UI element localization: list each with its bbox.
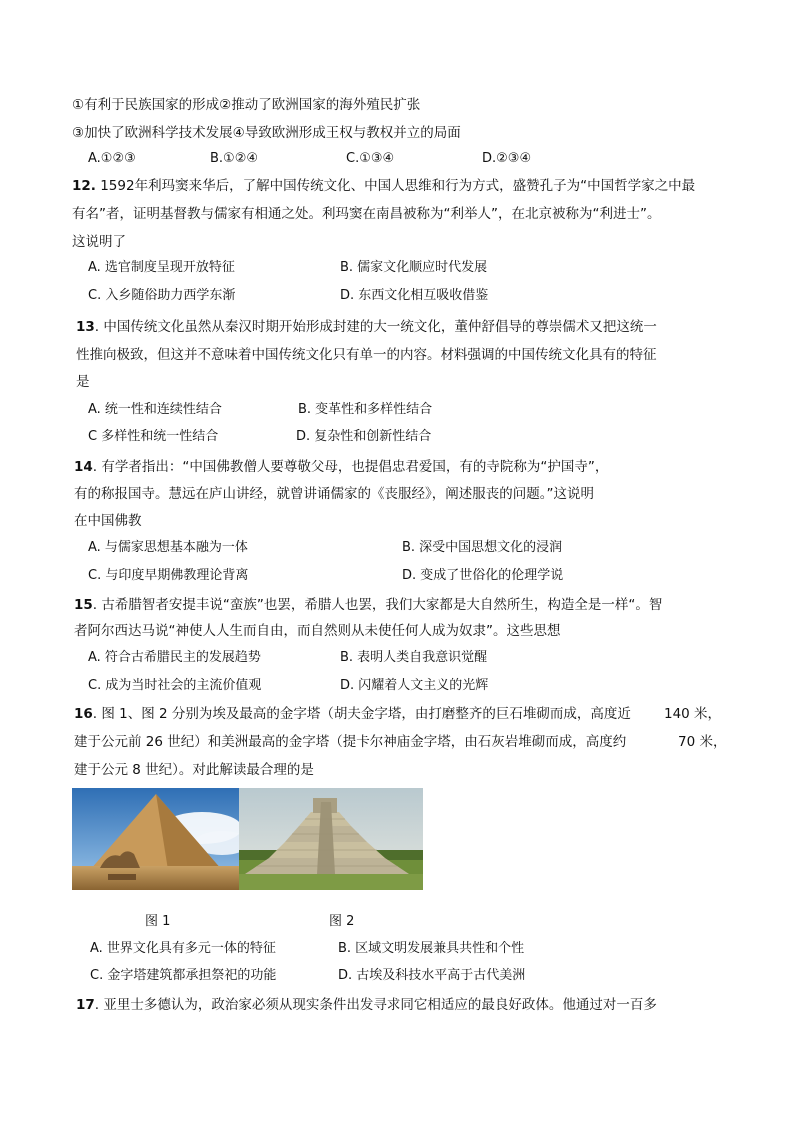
- question-12-line-1: 12. 1592年利玛窦来华后，了解中国传统文化、中国人思维和行为方式，盛赞孔子为“中国哲学家之中最: [72, 178, 696, 194]
- option-d: D. 东西文化相互吸收借鉴: [340, 288, 489, 303]
- figure-2-maya-pyramid-image: [239, 788, 423, 890]
- figure-2-caption: 图 2: [329, 914, 355, 929]
- question-16-height-2: 70 米，: [678, 734, 727, 750]
- question-12-line-2: 有名”者，证明基督教与儒家有相通之处。利玛窦在南昌被称为“利举人”，在北京被称为“利进士”。: [72, 206, 661, 222]
- option-c: C.①③④: [346, 151, 395, 166]
- option-d: D. 闪耀着人文主义的光辉: [340, 678, 489, 693]
- option-b: B. 儒家文化顺应时代发展: [340, 260, 488, 275]
- question-14-line-1: 14. 有学者指出：“中国佛教僧人要尊敬父母，也提倡忠君爱国，有的寺院称为“护国寺”，: [74, 459, 609, 475]
- question-14-line-2: 有的称报国寺。慧远在庐山讲经，就曾讲诵儒家的《丧服经》，阐述服丧的问题。”这说明: [74, 486, 594, 502]
- option-a: A. 选官制度呈现开放特征: [88, 260, 235, 275]
- option-c: C. 与印度早期佛教理论背离: [88, 568, 249, 583]
- option-c: C 多样性和统一性结合: [88, 429, 219, 444]
- question-16-line-1: 16. 图 1、图 2 分别为埃及最高的金字塔（胡夫金字塔，由打磨整齐的巨石堆砌而成，高度近: [74, 706, 631, 722]
- option-d: D.②③④: [482, 151, 532, 166]
- question-13-line-1: 13. 中国传统文化虽然从秦汉时期开始形成封建的大一统文化，董仲舒倡导的尊崇儒术又把这统一: [76, 319, 657, 335]
- question-16-line-2: 建于公元前 26 世纪）和美洲最高的金字塔（提卡尔神庙金字塔，由石灰岩堆砌而成，高度约: [74, 734, 627, 750]
- question-15-line-2: 者阿尔西达马说“神使人人生而自由，而自然则从未使任何人成为奴隶”。这些思想: [74, 623, 561, 639]
- option-c: C. 成为当时社会的主流价值观: [88, 678, 262, 693]
- question-17-line-1: 17. 亚里士多德认为，政治家必须从现实条件出发寻求同它相适应的最良好政体。他通过对一百多: [76, 997, 657, 1013]
- question-number: 16: [74, 706, 93, 722]
- figure-1-caption: 图 1: [145, 914, 171, 929]
- figure-1-giza-pyramid-image: [72, 788, 239, 890]
- question-number: 17: [76, 997, 95, 1013]
- statement-line-2: ③加快了欧洲科学技术发展④导致欧洲形成王权与教权并立的局面: [72, 125, 461, 141]
- option-b: B.①②④: [210, 151, 259, 166]
- statement-line-1: ①有利于民族国家的形成②推动了欧洲国家的海外殖民扩张: [72, 97, 421, 113]
- question-16-line-3: 建于公元 8 世纪）。对此解读最合理的是: [74, 762, 314, 778]
- option-d: D. 复杂性和创新性结合: [296, 429, 432, 444]
- option-c: C. 入乡随俗助力西学东渐: [88, 288, 236, 303]
- question-number: 14: [74, 459, 93, 475]
- option-b: B. 表明人类自我意识觉醒: [340, 650, 488, 665]
- option-a: A. 符合古希腊民主的发展趋势: [88, 650, 261, 665]
- option-a: A. 世界文化具有多元一体的特征: [90, 941, 276, 956]
- question-number: 15: [74, 597, 93, 613]
- option-b: B. 区域文明发展兼具共性和个性: [338, 941, 525, 956]
- question-16-height-1: 140 米，: [664, 706, 722, 722]
- question-13-line-3: 是: [76, 374, 90, 390]
- option-d: D. 古埃及科技水平高于古代美洲: [338, 968, 526, 983]
- question-12-line-3: 这说明了: [72, 234, 126, 250]
- question-13-line-2: 性推向极致，但这并不意味着中国传统文化只有单一的内容。材料强调的中国传统文化具有的特征: [76, 347, 657, 363]
- option-c: C. 金字塔建筑都承担祭祀的功能: [90, 968, 277, 983]
- option-a: A. 与儒家思想基本融为一体: [88, 540, 248, 555]
- option-a: A. 统一性和连续性结合: [88, 402, 222, 417]
- question-14-line-3: 在中国佛教: [74, 513, 142, 529]
- question-number: 13: [76, 319, 95, 335]
- question-number: 12.: [72, 178, 96, 194]
- option-a: A.①②③: [88, 151, 136, 166]
- option-d: D. 变成了世俗化的伦理学说: [402, 568, 564, 583]
- option-b: B. 深受中国思想文化的浸润: [402, 540, 563, 555]
- option-b: B. 变革性和多样性结合: [298, 402, 433, 417]
- question-15-line-1: 15. 古希腊智者安提丰说“蛮族”也罢，希腊人也罢，我们大家都是大自然所生，构造全是一样“。智: [74, 597, 663, 613]
